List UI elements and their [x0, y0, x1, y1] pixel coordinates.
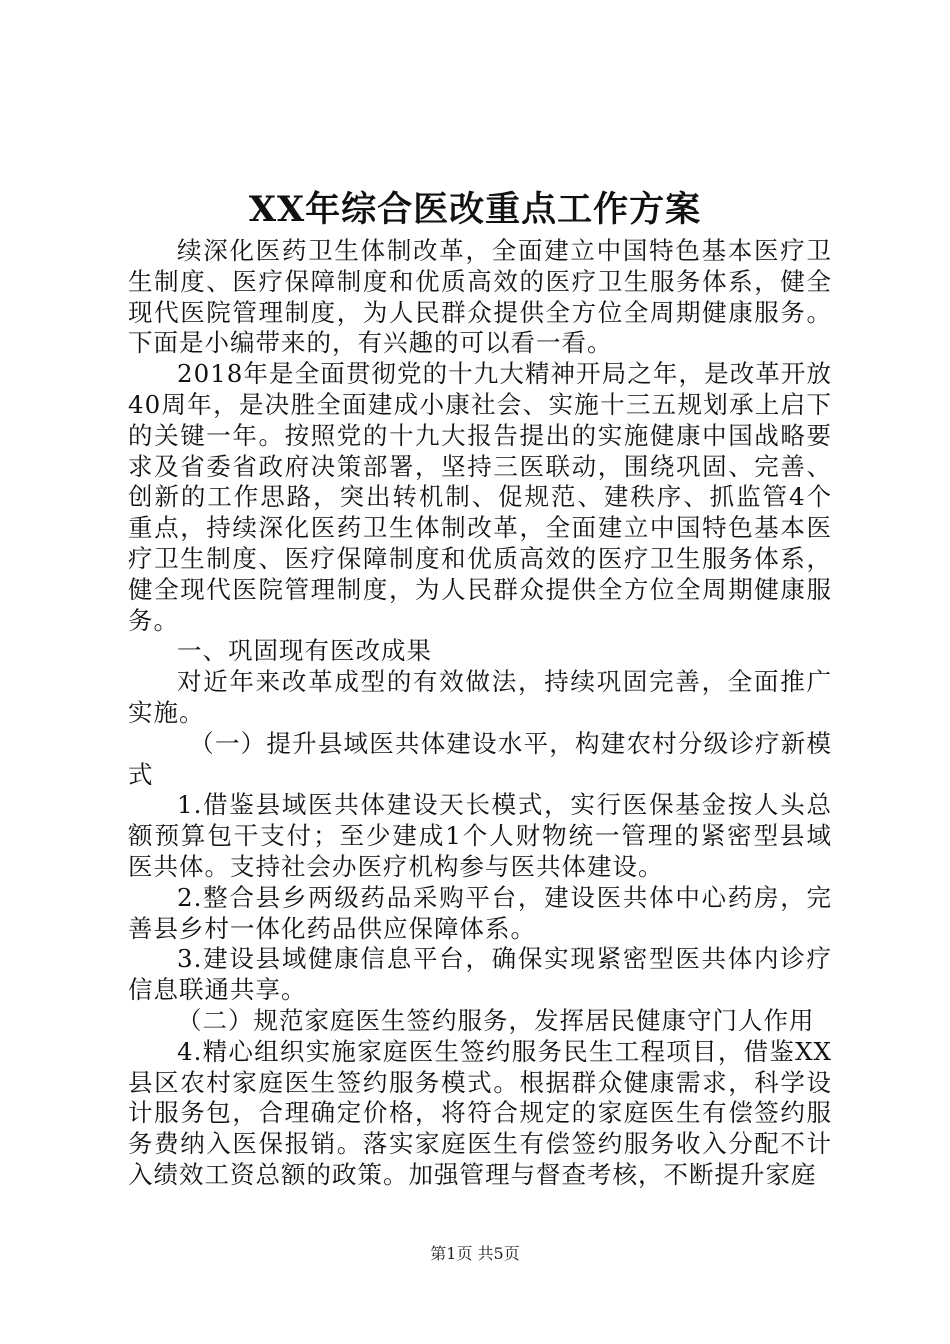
item-1-paragraph: 1.借鉴县域医共体建设天长模式，实行医保基金按人头总额预算包干支付；至少建成1个人财物统一管理的紧密型县域医共体。支持社会办医疗机构参与医共体建设。: [128, 790, 832, 881]
subsection-heading-1: （一）提升县域医共体建设水平，构建农村分级诊疗新模式: [128, 728, 832, 789]
section-1-intro-paragraph: 对近年来改革成型的有效做法，持续巩固完善，全面推广实施。: [128, 667, 832, 727]
page-footer: 第1页 共5页: [430, 1244, 520, 1263]
intro-paragraph: 续深化医药卫生体制改革，全面建立中国特色基本医疗卫生制度、医疗保障制度和优质高效的医疗卫生服务体系，健全现代医院管理制度，为人民群众提供全方位全周期健康服务。下面是小编带来的，有兴趣的可以看一看。: [128, 236, 832, 358]
item-3-paragraph: 3.建设县域健康信息平台，确保实现紧密型医共体内诊疗信息联通共享。: [128, 944, 832, 1005]
background-paragraph: 2018年是全面贯彻党的十九大精神开局之年，是改革开放40周年，是决胜全面建成小康社会、实施十三五规划承上启下的关键一年。按照党的十九大报告提出的实施健康中国战略要求及省委省政府决策部署，坚持三医联动，围绕巩固、完善、创新的工作思路，突出转机制、促规范、建秩序、抓监管4个重点，持续深化医药卫生体制改革，全面建立中国特色基本医疗卫生制度、医疗保障制度和优质高效的医疗卫生服务体系，健全现代医院管理制度，为人民群众提供全方位全周期健康服务。: [128, 359, 832, 635]
document-title: XX年综合医改重点工作方案: [248, 189, 702, 230]
item-2-paragraph: 2.整合县乡两级药品采购平台，建设医共体中心药房，完善县乡村一体化药品供应保障体系。: [128, 882, 832, 943]
document-body: [128, 236, 832, 1191]
item-4-paragraph: 4.精心组织实施家庭医生签约服务民生工程项目，借鉴XX县区农村家庭医生签约服务模式。根据群众健康需求，科学设计服务包，合理确定价格，将符合规定的家庭医生有偿签约服务费纳入医保报销。落实家庭医生有偿签约服务收入分配不计入绩效工资总额的政策。加强管理与督查考核，不断提升家庭: [128, 1036, 832, 1189]
subsection-heading-2: （二）规范家庭医生签约服务，发挥居民健康守门人作用: [177, 1005, 815, 1035]
section-heading-1: 一、巩固现有医改成果: [177, 636, 432, 666]
